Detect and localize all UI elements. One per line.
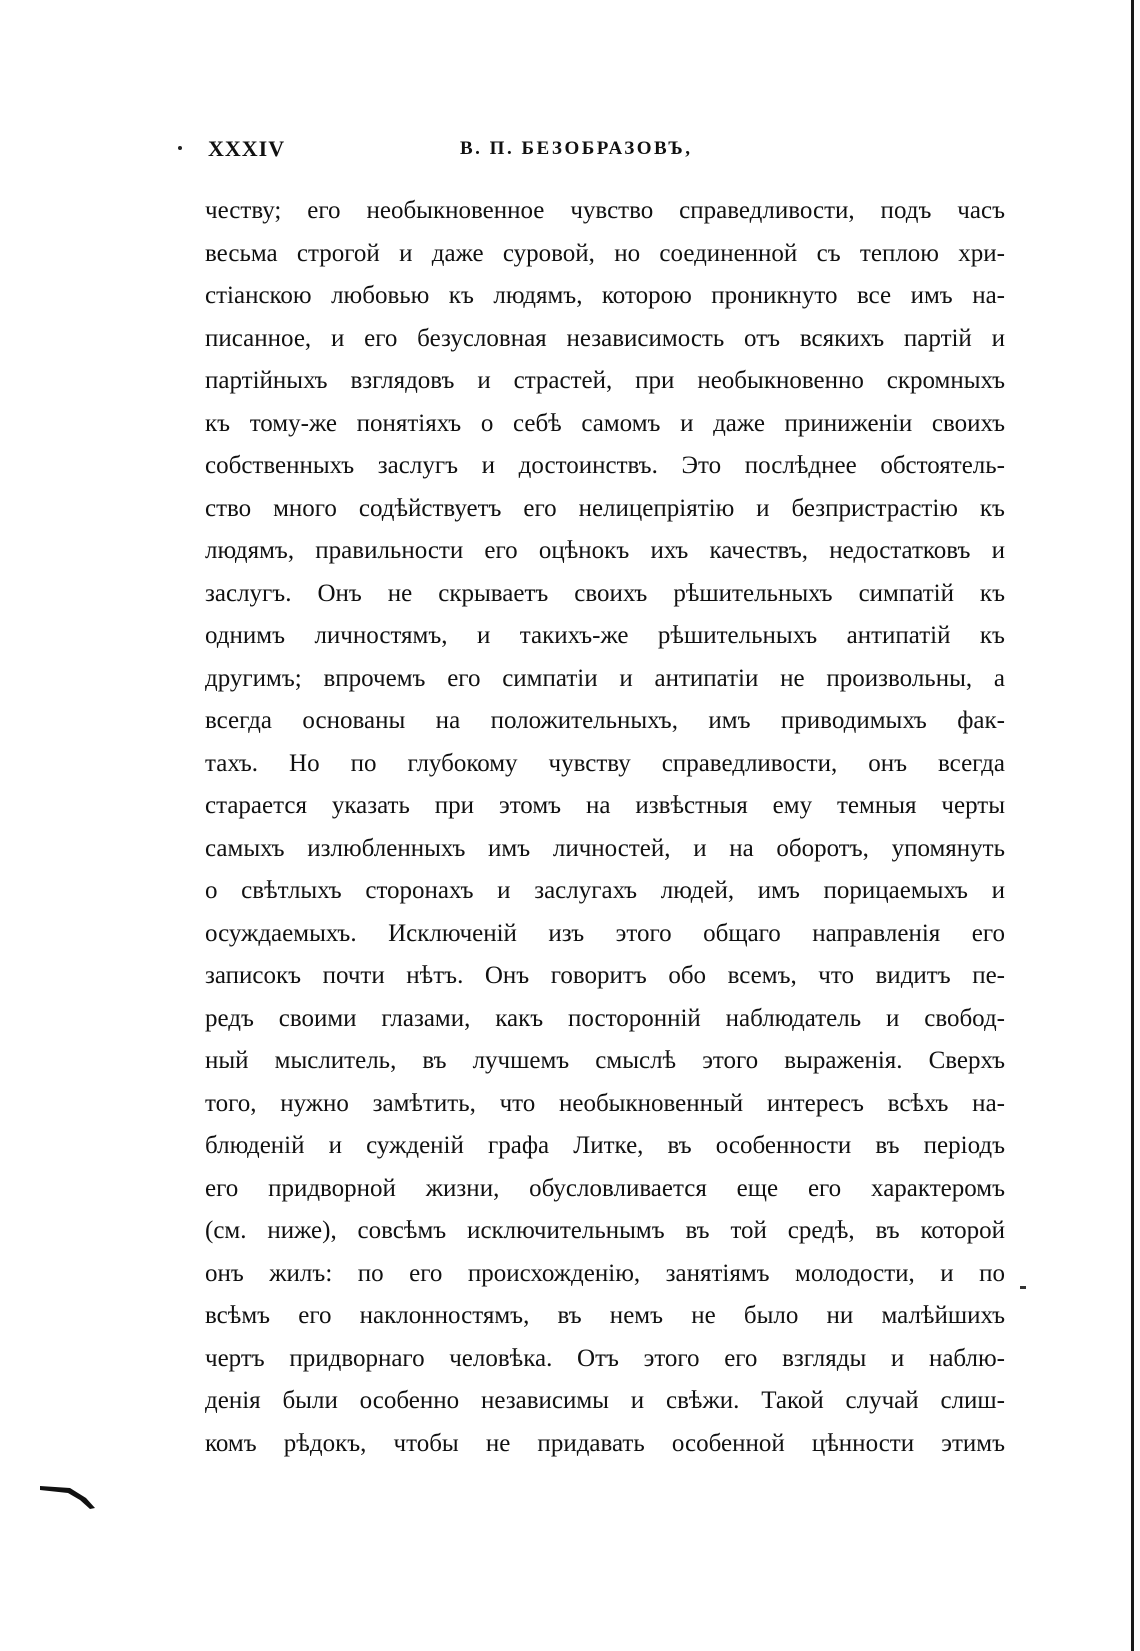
scan-corner-mark xyxy=(40,1484,100,1514)
text-line: всегда основаны на положительныхъ, имъ приводимыхъ фак- xyxy=(205,707,1005,734)
text-line: стіанскою любовью къ людямъ, которою проникнуто все имъ на- xyxy=(205,282,1005,309)
page-header xyxy=(190,136,1005,166)
text-line: заслугъ. Онъ не скрываетъ своихъ рѣшительныхъ симпатій къ xyxy=(205,579,1005,607)
text-line: честву; его необыкновенное чувство справедливости, подъ часъ xyxy=(205,197,1005,224)
body-text xyxy=(205,190,1005,1465)
text-line: денія были особенно независимы и свѣжи. Такой случай слиш- xyxy=(205,1387,1005,1414)
page-number: XXXIV xyxy=(208,136,286,161)
text-line: весьма строгой и даже суровой, но соединенной съ теплою хри- xyxy=(205,239,1005,267)
text-line: ный мыслитель, въ лучшемъ смыслѣ этого выраженія. Сверхъ xyxy=(205,1047,1005,1074)
text-line: къ тому-же понятіяхъ о себѣ самомъ и даже приниженіи своихъ xyxy=(205,409,1005,437)
text-line: онъ жилъ: по его происхожденію, занятіямъ молодости, и по xyxy=(205,1259,1005,1287)
text-line: того, нужно замѣтить, что необыкновенный интересъ всѣхъ на- xyxy=(205,1089,1005,1117)
text-line: писанное, и его безусловная независимость отъ всякихъ партій и xyxy=(205,324,1005,352)
text-line: всѣмъ его наклонностямъ, въ немъ не было ни малѣйшихъ xyxy=(205,1302,1005,1329)
text-line: другимъ; впрочемъ его симпатіи и антипатіи не произвольны, а xyxy=(205,664,1005,692)
text-line: комъ рѣдокъ, чтобы не придавать особенной цѣнности этимъ xyxy=(205,1429,1005,1457)
text-line: (см. ниже), совсѣмъ исключительнымъ въ той средѣ, въ которой xyxy=(205,1217,1005,1244)
text-line: партійныхъ взглядовъ и страстей, при необыкновенно скромныхъ xyxy=(205,367,1005,394)
text-line: тахъ. Но по глубокому чувству справедливости, онъ всегда xyxy=(205,749,1005,777)
text-line: редъ своими глазами, какъ посторонній наблюдатель и свобод- xyxy=(205,1004,1005,1032)
text-line: осуждаемыхъ. Исключеній изъ этого общаго направленія его xyxy=(205,919,1005,947)
margin-dash-mark xyxy=(1020,1286,1026,1289)
text-line: о свѣтлыхъ сторонахъ и заслугахъ людей, имъ порицаемыхъ и xyxy=(205,877,1005,904)
header-dot-mark xyxy=(178,146,182,150)
text-line: блюденій и сужденій графа Литке, въ особенности въ періодъ xyxy=(205,1132,1005,1159)
text-line: самыхъ излюбленныхъ имъ личностей, и на оборотъ, упомянуть xyxy=(205,834,1005,862)
text-line: записокъ почти нѣтъ. Онъ говоритъ обо всемъ, что видитъ пе- xyxy=(205,962,1005,989)
page-edge-line xyxy=(1131,0,1134,1651)
text-line: его придворной жизни, обусловливается еще его характеромъ xyxy=(205,1174,1005,1202)
running-title: В. П. БЕЗОБРАЗОВЪ, xyxy=(460,138,693,159)
text-line: старается указать при этомъ на извѣстныя ему темныя черты xyxy=(205,792,1005,819)
text-line: чертъ придворнаго человѣка. Отъ этого его взгляды и наблю- xyxy=(205,1344,1005,1372)
text-line: ство много содѣйствуетъ его нелицепріятію и безпристрастію къ xyxy=(205,494,1005,522)
text-line: собственныхъ заслугъ и достоинствъ. Это послѣднее обстоятель- xyxy=(205,452,1005,479)
text-line: однимъ личностямъ, и такихъ-же рѣшительныхъ антипатій къ xyxy=(205,622,1005,649)
text-line: людямъ, правильности его оцѣнокъ ихъ качествъ, недостатковъ и xyxy=(205,537,1005,564)
